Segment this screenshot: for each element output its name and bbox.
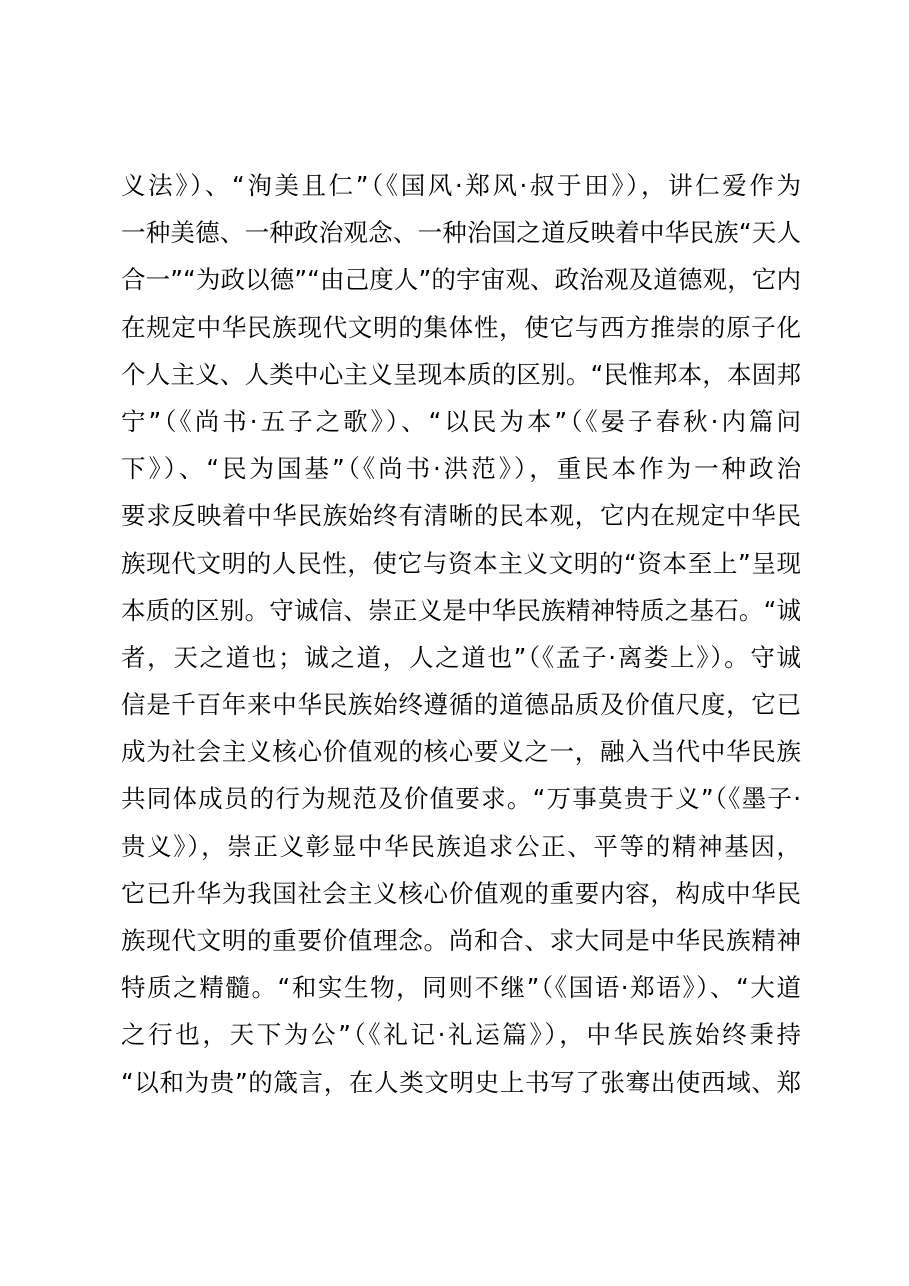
text-line: 者，天之道也；诚之道，人之道也”（《孟子·离娄上》）。守诚	[121, 642, 801, 672]
text-line: 个人主义、人类中心主义呈现本质的区别。“民惟邦本，本固邦	[121, 359, 801, 389]
text-line: “以和为贵”的箴言，在人类文明史上书写了张骞出使西域、郑	[121, 1067, 801, 1097]
text-line: 要求反映着中华民族始终有清晰的民本观，它内在规定中华民	[121, 501, 801, 531]
text-line: 宁”（《尚书·五子之歌》）、“以民为本”（《晏子春秋·内篇问	[121, 406, 801, 436]
text-line: 之行也，天下为公”（《礼记·礼运篇》），中华民族始终秉持	[121, 1020, 801, 1050]
text-line: 信是千百年来中华民族始终遵循的道德品质及价值尺度，它已	[121, 690, 801, 720]
text-line: 族现代文明的重要价值理念。尚和合、求大同是中华民族精神	[121, 926, 801, 955]
text-line: 本质的区别。守诚信、崇正义是中华民族精神特质之基石。“诚	[121, 595, 801, 625]
text-line: 族现代文明的人民性，使它与资本主义文明的“资本至上”呈现	[121, 548, 801, 578]
text-line: 它已升华为我国社会主义核心价值观的重要内容，构成中华民	[121, 878, 801, 908]
text-line: 成为社会主义核心价值观的核心要义之一，融入当代中华民族	[121, 737, 801, 767]
body-paragraph	[121, 162, 801, 1106]
text-line: 合一”“为政以德”“由己度人”的宇宙观、政治观及道德观，它内	[121, 265, 801, 295]
text-line: 一种美德、一种政治观念、一种治国之道反映着中华民族“天人	[121, 218, 801, 248]
text-line: 下》）、“民为国基”（《尚书·洪范》），重民本作为一种政治	[121, 454, 801, 484]
text-line: 共同体成员的行为规范及价值要求。“万事莫贵于义”（《墨子·	[121, 784, 801, 814]
text-line: 贵义》），崇正义彰显中华民族追求公正、平等的精神基因，	[121, 831, 801, 861]
text-line: 义法》）、“洵美且仁”（《国风·郑风·叔于田》），讲仁爱作为	[121, 171, 801, 200]
text-line: 特质之精髓。“和实生物，同则不继”（《国语·郑语》）、“大道	[121, 973, 801, 1003]
text-line: 在规定中华民族现代文明的集体性，使它与西方推崇的原子化	[121, 312, 801, 342]
